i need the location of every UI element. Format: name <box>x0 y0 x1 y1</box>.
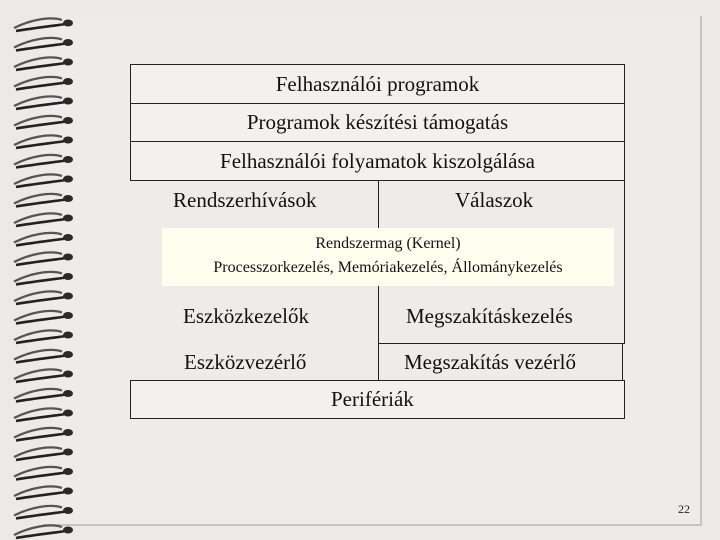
peripherals-layer <box>130 380 625 419</box>
process-service-label: Felhasználói folyamatok kiszolgálása <box>220 148 535 173</box>
right-border-line <box>624 180 625 343</box>
spiral-binding-icon <box>0 0 84 540</box>
responses-label: Válaszok <box>455 188 534 212</box>
dev-support-layer <box>130 103 625 142</box>
interrupt-handling-label: Megszakításkezelés <box>406 304 573 328</box>
interrupt-controller-label: Megszakítás vezérlő <box>404 350 577 374</box>
device-managers-label: Eszközkezelők <box>183 304 309 328</box>
kernel-subtitle: Processzorkezelés, Memóriakezelés, Állománykezelés <box>213 259 563 276</box>
user-programs-label: Felhasználói programok <box>275 71 480 96</box>
kernel-box <box>162 228 614 286</box>
system-calls-label: Rendszerhívások <box>173 188 317 212</box>
kernel-title: Rendszermag (Kernel) <box>315 235 461 252</box>
page-number: 22 <box>678 502 690 516</box>
device-driver-label: Eszközvezérlő <box>184 350 307 374</box>
process-service-layer <box>130 141 625 181</box>
peripherals-label: Perifériák <box>331 387 414 411</box>
divider-line <box>378 343 625 344</box>
dev-support-label: Programok készítési támogatás <box>246 110 509 134</box>
user-programs-layer <box>130 64 625 104</box>
right-border-line <box>622 343 623 380</box>
